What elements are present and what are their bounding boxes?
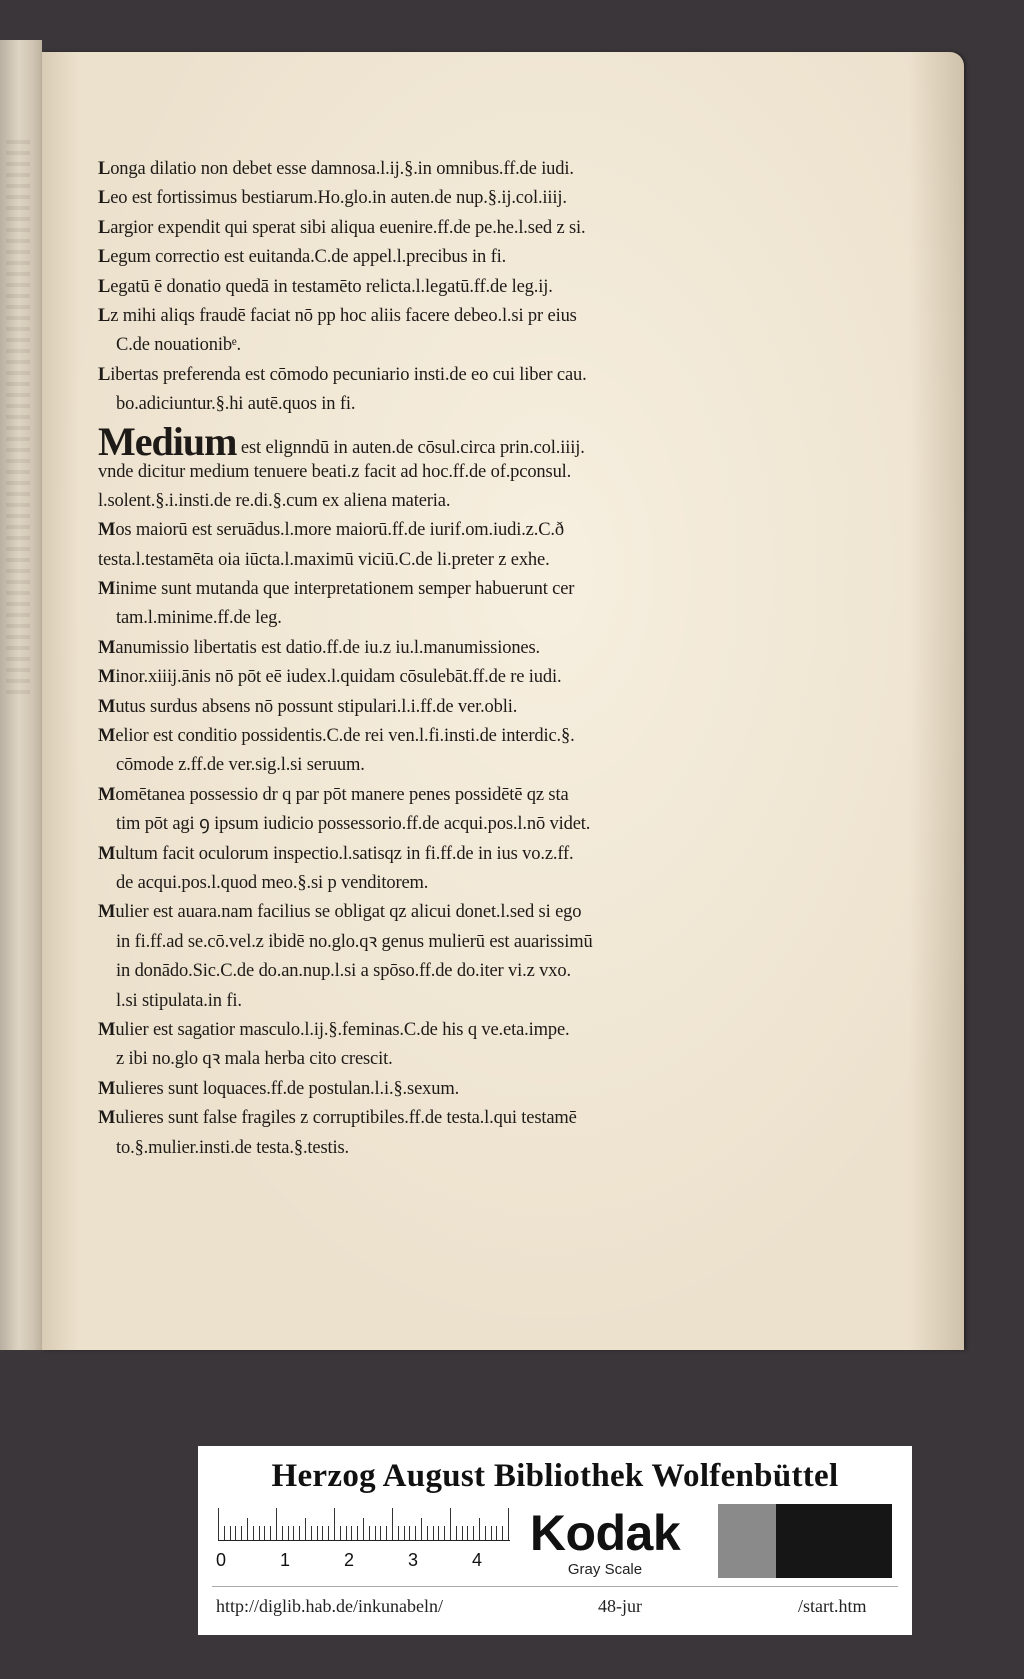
ruler-number: 0: [216, 1550, 227, 1570]
footer-divider: [212, 1586, 898, 1587]
url-right: /start.htm: [798, 1596, 867, 1616]
ruler-tick: [421, 1518, 422, 1540]
ruler-tick: [334, 1508, 335, 1540]
library-title: Herzog August Bibliothek Wolfenbüttel: [271, 1458, 839, 1494]
ruler-tick: [311, 1526, 312, 1540]
rubric-initial: M: [98, 667, 116, 688]
ruler-tick: [259, 1526, 260, 1540]
line-text: argior expendit qui sperat sibi aliqua euenire.ff.de pe.he.l.sed z si.: [110, 217, 586, 238]
ruler-tick: [276, 1508, 277, 1540]
ruler-tick: [398, 1526, 399, 1540]
text-line: [98, 1134, 798, 1163]
ruler-tick: [427, 1526, 428, 1540]
ruler-tick: [317, 1526, 318, 1540]
ruler-tick: [462, 1526, 463, 1540]
text-line: [98, 361, 798, 390]
ruler-tick: [363, 1518, 364, 1540]
ruler-number: 2: [344, 1550, 355, 1570]
line-text: z mihi aliqs fraudē faciat nō pp hoc aliis facere debeo.l.si pr eius: [110, 305, 577, 326]
ruler-tick: [415, 1526, 416, 1540]
ruler-number: 4: [472, 1550, 483, 1570]
line-text: inor.xiiij.ānis nō pōt eē iudex.l.quidam cōsulebāt.ff.de re iudi.: [115, 667, 562, 688]
text-line: [98, 273, 798, 302]
ruler-tick: [438, 1526, 439, 1540]
text-line: [98, 155, 798, 184]
ruler-tick: [502, 1526, 503, 1540]
ruler-tick: [241, 1526, 242, 1540]
ruler-tick: [380, 1526, 381, 1540]
line-text: l.solent.§.i.insti.de re.di.§.cum ex aliena materia.: [98, 490, 451, 511]
ruler-tick: [467, 1526, 468, 1540]
text-line: [98, 898, 798, 927]
text-line: [98, 869, 798, 898]
ruler-tick: [247, 1518, 248, 1540]
text-line: [98, 546, 798, 575]
left-page-text-bleed: [6, 140, 30, 700]
ruler-tick: [404, 1526, 405, 1540]
text-line: [98, 390, 798, 419]
line-text: in fi.ff.ad se.cō.vel.z ibidē no.glo.qꝛ genus mulierū est auarissimū: [116, 931, 593, 952]
text-line: [98, 928, 798, 957]
line-text: eo est fortissimus bestiarum.Ho.glo.in auten.de nup.§.ij.col.iiij.: [110, 188, 567, 209]
ruler-tick: [218, 1508, 219, 1540]
line-text: ultum facit oculorum inspectio.l.satisqz in fi.ff.de in ius vo.z.ff.: [115, 843, 574, 864]
ruler-tick: [409, 1526, 410, 1540]
text-line: [98, 184, 798, 213]
rubric-initial: M: [98, 579, 116, 600]
line-text: inime sunt mutanda que interpretationem semper habuerunt cer: [115, 579, 575, 600]
ruler-tick: [340, 1526, 341, 1540]
line-text: testa.l.testamēta oia iūcta.l.maximū viciū.C.de li.preter z exhe.: [98, 549, 550, 570]
line-text: egatū ē donatio quedā in testamēto relicta.l.legatū.ff.de leg.ij.: [110, 276, 553, 297]
rubric-initial: M: [98, 418, 135, 464]
rubric-initial: L: [98, 276, 111, 297]
ruler-tick: [496, 1526, 497, 1540]
line-text: ulier est sagatior masculo.l.ij.§.feminas.C.de his q ve.eta.impe.: [115, 1019, 570, 1040]
text-line: [98, 458, 798, 487]
line-text: l.si stipulata.in fi.: [116, 990, 242, 1011]
rubric-initial: M: [98, 726, 116, 747]
kodak-logo: Kodak: [529, 1505, 681, 1561]
line-text: z ibi no.glo qꝛ mala herba cito crescit.: [116, 1049, 393, 1070]
text-column: [98, 155, 798, 1163]
line-text: ibertas preferenda est cōmodo pecuniario insti.de eo cui liber cau.: [110, 364, 587, 385]
text-line: [98, 987, 798, 1016]
text-line: [98, 751, 798, 780]
ruler-tick: [328, 1526, 329, 1540]
text-line: [98, 418, 798, 464]
text-line: [98, 243, 798, 272]
ruler-tick: [270, 1526, 271, 1540]
ruler-tick: [375, 1526, 376, 1540]
measurement-ruler: [218, 1506, 510, 1541]
ruler-tick: [299, 1526, 300, 1540]
ruler-tick: [351, 1526, 352, 1540]
text-line: [98, 781, 798, 810]
left-page-edge: [0, 40, 42, 1350]
text-line: [98, 722, 798, 751]
text-line: [98, 604, 798, 633]
ruler-tick: [288, 1526, 289, 1540]
ruler-tick: [491, 1526, 492, 1540]
line-text: C.de nouationibᵉ.: [116, 335, 241, 356]
rubric-initial: L: [98, 247, 111, 268]
text-line: [98, 331, 798, 360]
section-heading-word: edium: [134, 418, 237, 464]
rubric-initial: M: [98, 784, 116, 805]
rubric-initial: L: [98, 159, 111, 179]
gray-swatch-black: [776, 1504, 892, 1578]
line-text: est elignndū in auten.de cōsul.circa prin.col.iiij.: [236, 437, 585, 458]
ruler-tick: [322, 1526, 323, 1540]
text-line: [98, 693, 798, 722]
text-line: [98, 634, 798, 663]
line-text: tim pōt agi ꝯ ipsum iudicio possessorio.ff.de acqui.pos.l.nō videt.: [116, 814, 591, 835]
ruler-tick: [253, 1526, 254, 1540]
rubric-initial: L: [98, 188, 111, 209]
line-text: tam.l.minime.ff.de leg.: [116, 608, 282, 629]
line-text: in donādo.Sic.C.de do.an.nup.l.si a spōso.ff.de do.iter vi.z vxo.: [116, 961, 571, 982]
line-text: ulieres sunt false fragiles z corruptibiles.ff.de testa.l.qui testamē: [115, 1108, 577, 1129]
line-text: bo.adiciuntur.§.hi autē.quos in fi.: [116, 394, 356, 415]
ruler-tick: [392, 1508, 393, 1540]
color-target-card: [198, 1446, 912, 1635]
text-line: [98, 840, 798, 869]
text-line: [98, 957, 798, 986]
line-text: de acqui.pos.l.quod meo.§.si p venditorem.: [116, 872, 429, 893]
line-text: ulier est auara.nam facilius se obligat qz alicui donet.l.sed si ego: [115, 902, 582, 923]
line-text: elior est conditio possidentis.C.de rei ven.l.fi.insti.de interdic.§.: [115, 726, 575, 747]
ruler-numbers: [216, 1550, 516, 1572]
line-text: ulieres sunt loquaces.ff.de postulan.l.i.§.sexum.: [115, 1078, 460, 1099]
ruler-tick: [357, 1526, 358, 1540]
ruler-tick: [369, 1526, 370, 1540]
rubric-initial: L: [98, 364, 111, 385]
ruler-tick: [485, 1526, 486, 1540]
text-line: [98, 810, 798, 839]
text-line: [98, 1104, 798, 1133]
rubric-initial: L: [98, 217, 111, 238]
line-text: os maiorū est seruādus.l.more maiorū.ff.de iurif.om.iudi.z.C.ð: [115, 520, 564, 541]
line-text: omētanea possessio dr q par pōt manere penes possidētē qz sta: [115, 784, 569, 805]
rubric-initial: M: [98, 637, 116, 658]
gray-scale-label: Gray Scale: [567, 1561, 643, 1578]
url-left: http://diglib.hab.de/inkunabeln/: [216, 1596, 443, 1616]
ruler-tick: [305, 1518, 306, 1540]
rubric-initial: M: [98, 1108, 116, 1129]
rubric-initial: L: [98, 305, 111, 326]
url-middle: 48-jur: [598, 1596, 642, 1616]
ruler-tick: [450, 1508, 451, 1540]
rubric-initial: M: [98, 1078, 116, 1099]
ruler-tick: [473, 1526, 474, 1540]
line-text: to.§.mulier.insti.de testa.§.testis.: [116, 1137, 350, 1158]
gray-swatch-mid: [718, 1504, 776, 1578]
ruler-tick: [293, 1526, 294, 1540]
ruler-tick: [235, 1526, 236, 1540]
line-text: onga dilatio non debet esse damnosa.l.ij.§.in omnibus.ff.de iudi.: [110, 159, 574, 179]
rubric-initial: M: [98, 696, 116, 717]
rubric-initial: M: [98, 520, 116, 541]
ruler-tick: [230, 1526, 231, 1540]
ruler-tick: [444, 1526, 445, 1540]
line-text: egum correctio est euitanda.C.de appel.l.precibus in fi.: [110, 247, 507, 268]
ruler-tick: [508, 1508, 509, 1540]
ruler-tick: [282, 1526, 283, 1540]
ruler-tick: [264, 1526, 265, 1540]
ruler-tick: [456, 1526, 457, 1540]
ruler-tick: [386, 1526, 387, 1540]
ruler-number: 1: [280, 1550, 291, 1570]
gray-swatch-white: [692, 1504, 718, 1578]
text-line: [98, 1016, 798, 1045]
incunable-page: [42, 52, 964, 1350]
text-line: [98, 302, 798, 331]
text-line: [98, 1045, 798, 1074]
rubric-initial: M: [98, 902, 116, 923]
line-text: anumissio libertatis est datio.ff.de iu.z iu.l.manumissiones.: [115, 637, 541, 658]
text-line: [98, 516, 798, 545]
line-text: utus surdus absens nō possunt stipulari.l.i.ff.de ver.obli.: [115, 696, 518, 717]
ruler-number: 3: [408, 1550, 419, 1570]
text-line: [98, 487, 798, 516]
text-line: [98, 663, 798, 692]
text-line: [98, 214, 798, 243]
line-text: vnde dicitur medium tenuere beati.z facit ad hoc.ff.de of.pconsul.: [98, 461, 572, 482]
ruler-tick: [433, 1526, 434, 1540]
ruler-tick: [479, 1518, 480, 1540]
text-line: [98, 1075, 798, 1104]
ruler-tick: [224, 1526, 225, 1540]
rubric-initial: M: [98, 843, 116, 864]
line-text: cōmode z.ff.de ver.sig.l.si seruum.: [116, 755, 365, 776]
ruler-tick: [346, 1526, 347, 1540]
text-line: [98, 575, 798, 604]
rubric-initial: M: [98, 1019, 116, 1040]
